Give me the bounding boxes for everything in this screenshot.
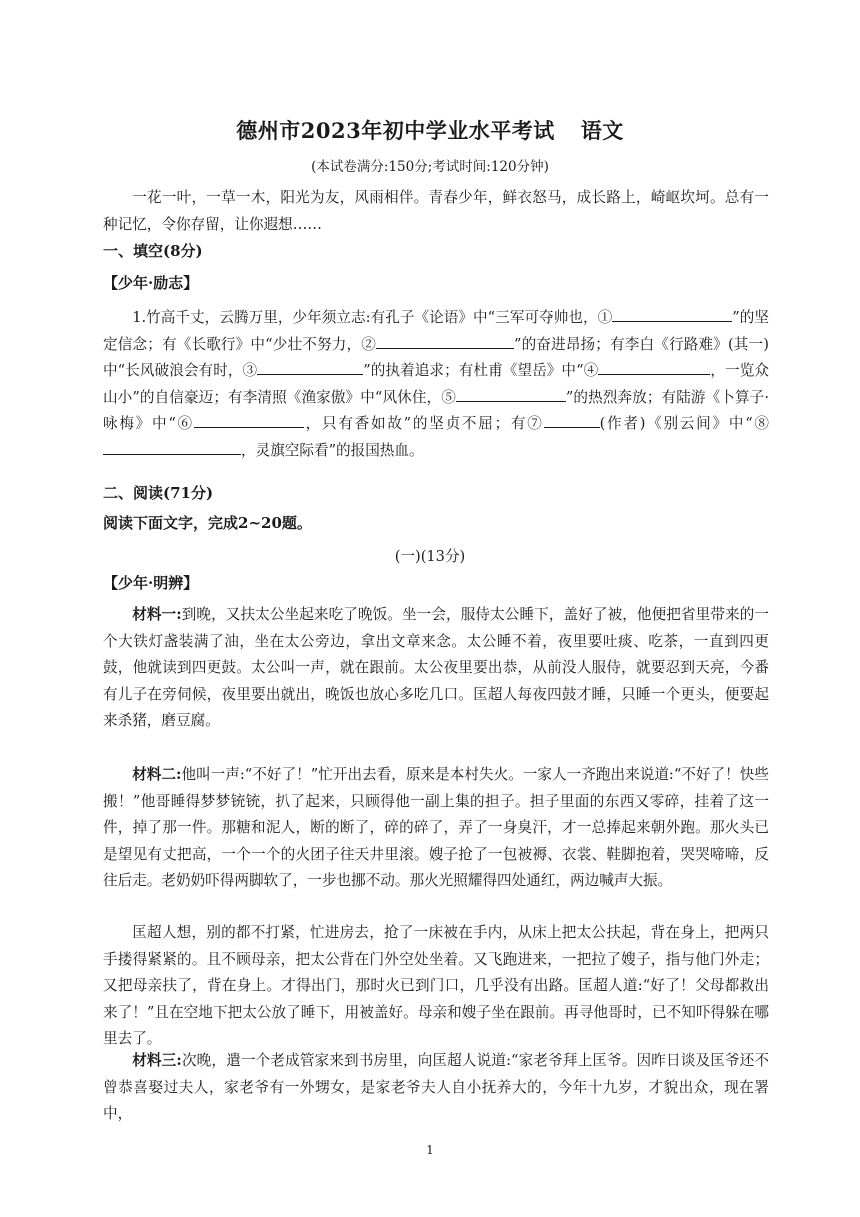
- q1-part1: 1.竹高千丈，云腾万里，少年须立志:有孔子《论语》中“三军可夺帅也，①: [132, 309, 613, 326]
- blank-6[interactable]: [194, 413, 304, 428]
- exam-subtitle: (本试卷满分:150分;考试时间:120分钟): [311, 159, 549, 175]
- section1-heading: 一、填空(8分): [103, 242, 203, 260]
- material-3-text: 次晚，遣一个老成管家来到书房里，向匡超人说道:“家老爷拜上匡爷。因昨日谈及匡爷还不曾恭喜娶过夫人，家老爷有一外甥女，是家老爷夫人自小抚养大的，今年十九岁，才貌出众，现在署中，: [103, 1052, 770, 1122]
- exam-title-text: 德州市2023年初中学业水平考试: [236, 118, 555, 143]
- section2-tag: 【少年·明辨】: [103, 574, 199, 592]
- material-3: [103, 1048, 769, 1128]
- exam-title: [0, 115, 860, 145]
- blank-8[interactable]: [103, 440, 241, 455]
- material-2-text: 他叫一声:“不好了！”忙开出去看，原来是本村失火。一家人一齐跑出来说道:“不好了！快些搬！”他哥睡得梦梦铳铳，扒了起来，只顾得他一副上集的担子。担子里面的东西又零碎，挂着了这一件，掉了那一件。那糖和泥人，断的断了，碎的碎了，弄了一身臭汗，才一总捧起来朝外跑。那火头已是望见有丈把高，一个一个的火团子往天井里滚。嫂子抢了一包被褥、衣裳、鞋脚抱着，哭哭啼啼，反往后走。老奶奶吓得两脚软了，一步也挪不动。那火光照耀得四处通红，两边喊声大振。: [103, 766, 769, 889]
- section1-tag: 【少年·励志】: [103, 274, 199, 292]
- q1-part8: (作者)《别云间》中“⑧: [599, 415, 769, 432]
- material-2-label: 材料二:: [132, 766, 182, 783]
- q1-part2: ”的坚定信念；有《长歌行》中“少壮不努力，②: [103, 309, 769, 353]
- section2-instruction: 阅读下面文字，完成2~20题。: [103, 514, 312, 532]
- blank-5[interactable]: [456, 387, 566, 402]
- blank-2[interactable]: [376, 334, 514, 349]
- material-2: [103, 762, 769, 895]
- material-2-continued: 匡超人想，别的都不打紧，忙进房去，抢了一床被在手内，从床上把太公扶起，背在身上，把两只手搂得紧紧的。且不顾母亲，把太公背在门外空处坐着。又飞跑进来，一把拉了嫂子，指与他门外走；又把母亲扶了，背在身上。才得出门，那时火已到门口，几乎没有出路。匡超人道:“好了！父母都救出来了！”且在空地下把太公放了睡下，用被盖好。母亲和嫂子坐在跟前。再寻他哥时，已不知吓得躲在哪里去了。: [103, 924, 769, 1047]
- exam-subject: 语文: [580, 118, 624, 143]
- part-1-heading: (一)(13分): [394, 548, 466, 565]
- material-1-label: 材料一:: [132, 606, 182, 623]
- material-1: [103, 602, 769, 735]
- material-1-text: 到晚，又扶太公坐起来吃了晚饭。坐一会，服侍太公睡下，盖好了被，他便把省里带来的一个大铁灯盏装满了油，坐在太公旁边，拿出文章来念。太公睡不着，夜里要吐痰、吃茶，一直到四更鼓，他就读到四更鼓。太公叫一声，就在跟前。太公夜里要出恭，从前没人服侍，就要忍到天亮，今番有儿子在旁伺候，夜里要出就出，晚饭也放心多吃几口。匡超人每夜四鼓才睡，只睡一个更头，便要起来杀猪，磨豆腐。: [103, 606, 769, 729]
- blank-7[interactable]: [544, 413, 600, 428]
- material-3-label: 材料三:: [132, 1052, 182, 1069]
- q1-part5: ，一览众山小”的自信豪迈；有李清照《渔家傲》中“风休住，⑤: [103, 362, 769, 406]
- page-number: 1: [426, 1143, 434, 1157]
- blank-1[interactable]: [612, 307, 732, 322]
- q1-part4: ”的执着追求；有杜甫《望岳》中“④: [363, 362, 599, 379]
- q1-part9: ，灵旗空际看”的报国热血。: [241, 441, 424, 459]
- q1-part3: ”的奋进昂扬；有李白《行路难》(其一)中“长风破浪会有时，③: [103, 335, 769, 379]
- blank-3[interactable]: [257, 360, 363, 375]
- section2-heading: 二、阅读(71分): [103, 484, 214, 502]
- blank-4[interactable]: [598, 360, 710, 375]
- q1-part6: ”的热烈奔放；有陆游《卜算子·咏梅》中“⑥: [103, 388, 769, 432]
- q1-part7: ，只有香如故”的坚贞不屈；有⑦: [303, 415, 544, 432]
- intro-paragraph: 一花一叶，一草一木，阳光为友，风雨相伴。青春少年，鲜衣怒马，成长路上，崎岖坎坷。总有一种记忆，令你存留，让你遐想……: [103, 189, 769, 233]
- question-1: [103, 305, 769, 464]
